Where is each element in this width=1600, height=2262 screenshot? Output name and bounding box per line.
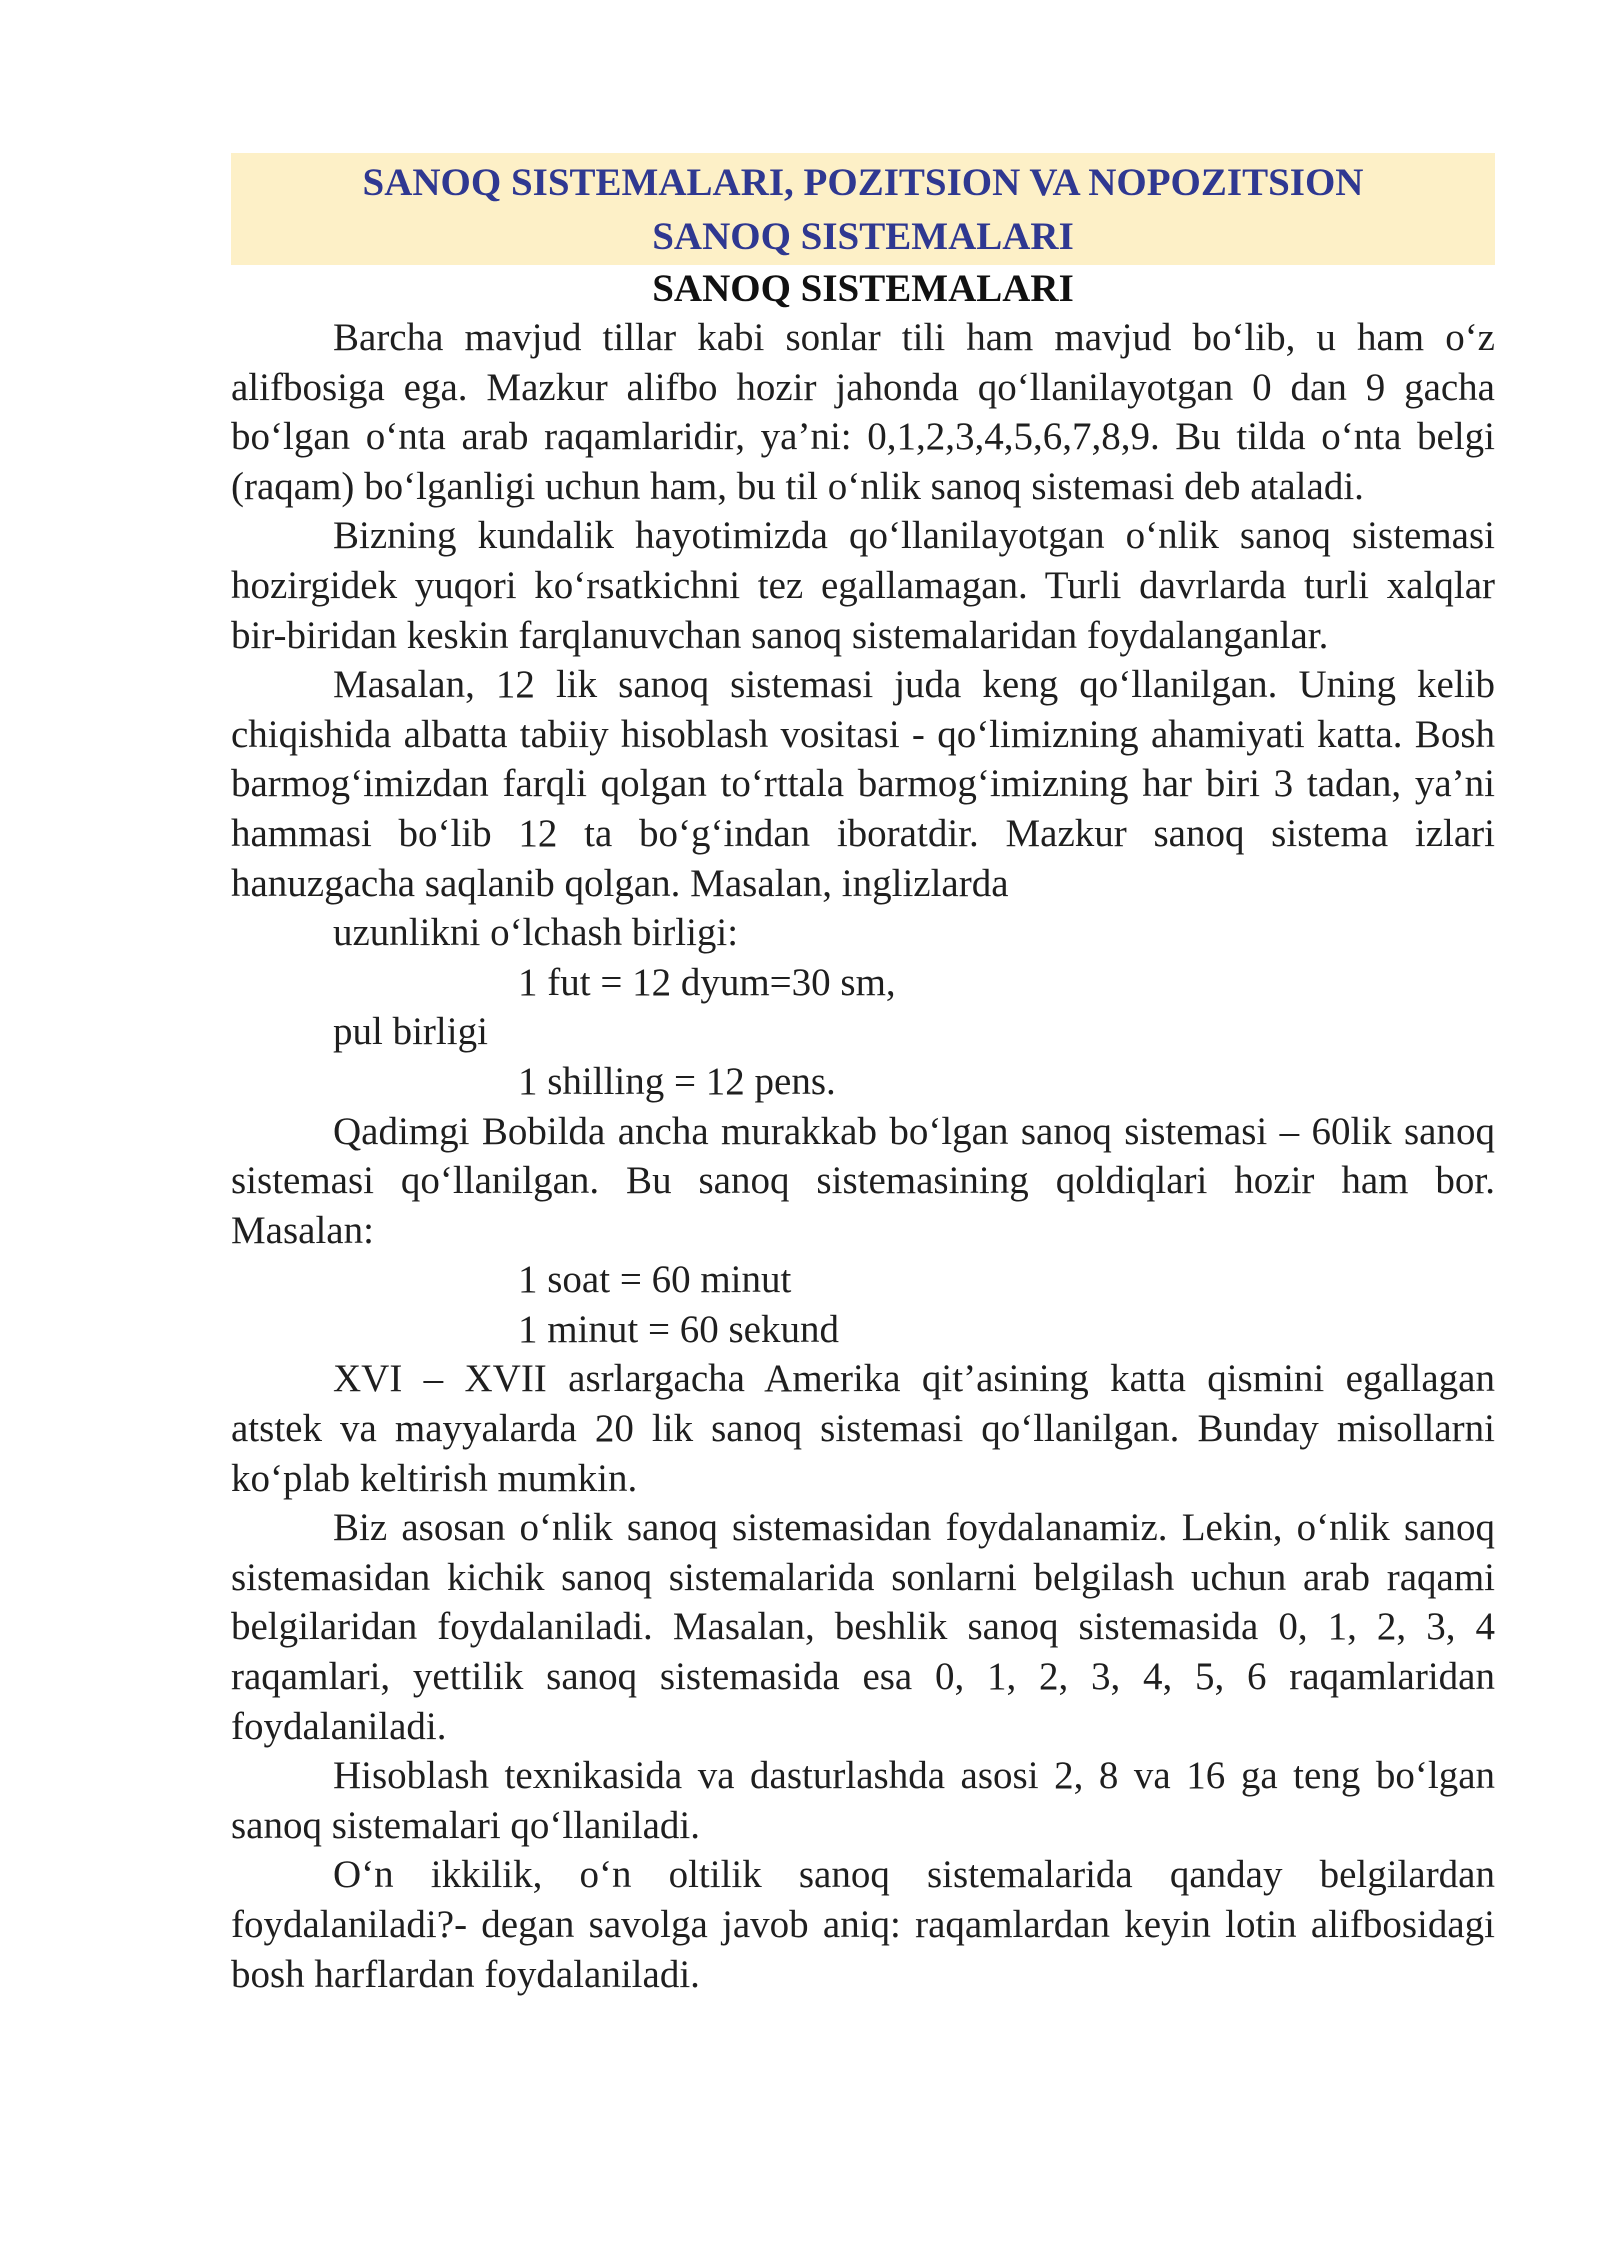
document-page [231,153,1495,1999]
formula-soat: 1 soat = 60 minut [518,1258,792,1302]
paragraph-3-line-2: pul birligi [333,1010,488,1054]
formula-shilling: 1 shilling = 12 pens. [518,1059,836,1103]
title-line-1: SANOQ SISTEMALARI, POZITSION VA NOPOZITSION [362,161,1364,204]
paragraph-4: Qadimgi Bobilda ancha murakkab bo‘lgan sanoq sistemasi – 60lik sanoq sistemasi qo‘llanilgan. Bu sanoq sistemasining qoldiqlari hozir ham bor. Masalan: [231,1109,1495,1252]
formula-minut: 1 minut = 60 sekund [518,1307,839,1351]
paragraph-3: Masalan, 12 lik sanoq sistemasi juda keng qo‘llanilgan. Uning kelib chiqishida albatta tabiiy hisoblash vositasi - qo‘limizning ahamiyati katta. Bosh barmog‘imizdan farqli qolgan to‘rttala barmog‘imizning har biri 3 tadan, ya’ni hammasi bo‘lib 12 ta bo‘g‘indan iboratdir. Mazkur sanoq sistema izlari hanuzgacha saqlanib qolgan. Masalan, inglizlarda [231,663,1495,905]
formula-fut: 1 fut = 12 dyum=30 sm, [518,960,896,1004]
paragraph-8: O‘n ikkilik, o‘n oltilik sanoq sistemalarida qanday belgilardan foydalaniladi?- degan savolga javob aniq: raqamlardan keyin lotin alifbosidagi bosh harflardan foydalaniladi. [231,1853,1495,1996]
paragraph-1: Barcha mavjud tillar kabi sonlar tili ham mavjud bo‘lib, u ham o‘z alifbosiga ega. Mazkur alifbo hozir jahonda qo‘llanilayotgan 0 dan 9 gacha bo‘lgan o‘nta arab raqamlaridir, ya’ni: 0,1,2,3,4,5,6,7,8,9. Bu tilda o‘nta belgi (raqam) bo‘lganligi uchun ham, bu til o‘nlik sanoq sistemasi deb ataladi. [231,316,1495,508]
paragraph-2: Bizning kundalik hayotimizda qo‘llanilayotgan o‘nlik sanoq sistemasi hozirgidek yuqori ko‘rsatkichni tez egallamagan. Turli davrlarda turli xalqlar bir-biridan keskin farqlanuvchan sanoq sistemalaridan foydalanganlar. [231,514,1495,657]
paragraph-6: Biz asosan o‘nlik sanoq sistemasidan foydalanamiz. Lekin, o‘nlik sanoq sistemasidan kichik sanoq sistemalarida sonlarni belgilash uchun arab raqami belgilaridan foydalaniladi. Masalan, beshlik sanoq sistemasida 0, 1, 2, 3, 4 raqamlari, yettilik sanoq sistemasida esa 0, 1, 2, 3, 4, 5, 6 raqamlaridan foydalaniladi. [231,1506,1495,1748]
title-line-2: SANOQ SISTEMALARI [652,215,1074,258]
paragraph-3-line: uzunlikni o‘lchash birligi: [333,911,739,955]
paragraph-5: XVI – XVII asrlargacha Amerika qit’asining katta qismini egallagan atstek va mayyalarda 20 lik sanoq sistemasi qo‘llanilgan. Bunday misollarni ko‘plab keltirish mumkin. [231,1357,1495,1500]
paragraph-7: Hisoblash texnikasida va dasturlashda asosi 2, 8 va 16 ga teng bo‘lgan sanoq sistemalari qo‘llaniladi. [231,1754,1495,1847]
section-heading: SANOQ SISTEMALARI [652,267,1074,310]
title-banner [231,153,1495,265]
